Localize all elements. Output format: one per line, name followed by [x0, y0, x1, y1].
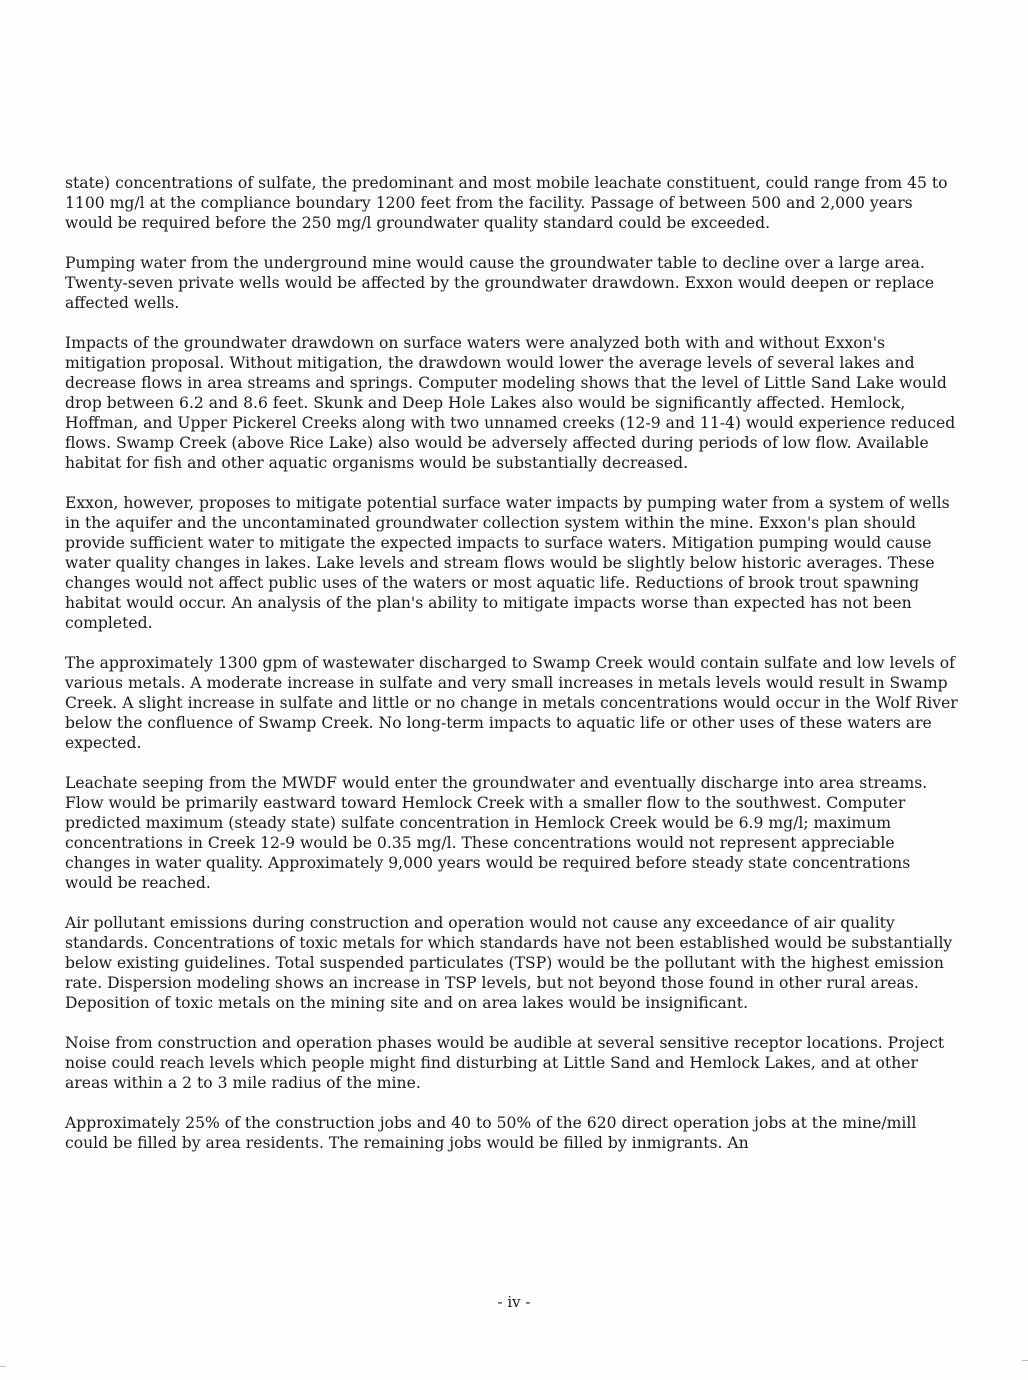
scan-edge-mark-left: [0, 1366, 6, 1367]
paragraph-mitigation-plan: Exxon, however, proposes to mitigate potential surface water impacts by pumping water from a system of wells in the aquifer and the uncontaminated groundwater collection system within the mine. Exxon's plan should provide sufficient water to mitigate the expected impacts to surface waters. Mitigation pumping would cause water quality changes in lakes. Lake levels and stream flows would be slightly below historic averages. These changes would not affect public uses of the waters or most aquatic life. Reductions of brook trout spawning habitat would occur. An analysis of the plan's ability to mitigate impacts worse than expected has not been completed.: [65, 494, 950, 632]
paragraph-leachate-seepage: Leachate seeping from the MWDF would enter the groundwater and eventually discharge into area streams. Flow would be primarily eastward toward Hemlock Creek with a smaller flow to the southwest. Computer predicted maximum (steady state) sulfate concentration in Hemlock Creek would be 6.9 mg/l; maximum concentrations in Creek 12-9 would be 0.35 mg/l. These concentrations would not represent appreciable changes in water quality. Approximately 9,000 years would be required before steady state concentrations would be reached.: [65, 774, 928, 892]
page-number: - iv -: [497, 1293, 531, 1311]
paragraph-wastewater-discharge: The approximately 1300 gpm of wastewater discharged to Swamp Creek would contain sulfate and low levels of various metals. A moderate increase in sulfate and very small increases in metals levels would result in Swamp Creek. A slight increase in sulfate and little or no change in metals concentrations would occur in the Wolf River below the confluence of Swamp Creek. No long-term impacts to aquatic life or other uses of these waters are expected.: [65, 654, 958, 752]
paragraph-air-pollutants: Air pollutant emissions during construction and operation would not cause any exceedance of air quality standards. Concentrations of toxic metals for which standards have not been established would be substantially below existing guidelines. Total suspended particulates (TSP) would be the pollutant with the highest emission rate. Dispersion modeling shows an increase in TSP levels, but not beyond those found in other rural areas. Deposition of toxic metals on the mining site and on area lakes would be insignificant.: [65, 914, 953, 1012]
paragraph-groundwater-pumping: Pumping water from the underground mine would cause the groundwater table to decline over a large area. Twenty-seven private wells would be affected by the groundwater drawdown. Exxon would deepen or replace affected wells.: [65, 254, 935, 312]
paragraph-jobs: Approximately 25% of the construction jobs and 40 to 50% of the 620 direct operation jobs at the mine/mill could be filled by area residents. The remaining jobs would be filled by inmigrants. An: [65, 1114, 917, 1152]
paragraph-sulfate-concentrations: state) concentrations of sulfate, the predominant and most mobile leachate constituent, could range from 45 to 1100 mg/l at the compliance boundary 1200 feet from the facility. Passage of between 500 and 2,000 years would be required before the 250 mg/l groundwater quality standard could be exceeded.: [65, 174, 948, 232]
document-body: [65, 173, 958, 1173]
paragraph-noise: Noise from construction and operation phases would be audible at several sensitive receptor locations. Project noise could reach levels which people might find disturbing at Little Sand and Hemlock Lakes, and at other areas within a 2 to 3 mile radius of the mine.: [65, 1034, 945, 1092]
paragraph-drawdown-impacts: Impacts of the groundwater drawdown on surface waters were analyzed both with and without Exxon's mitigation proposal. Without mitigation, the drawdown would lower the average levels of several lakes and decrease flows in area streams and springs. Computer modeling shows that the level of Little Sand Lake would drop between 6.2 and 8.6 feet. Skunk and Deep Hole Lakes also would be significantly affected. Hemlock, Hoffman, and Upper Pickerel Creeks along with two unnamed creeks (12-9 and 11-4) would experience reduced flows. Swamp Creek (above Rice Lake) also would be adversely affected during periods of low flow. Available habitat for fish and other aquatic organisms would be substantially decreased.: [65, 334, 956, 472]
scan-edge-mark-right: [1022, 1360, 1028, 1361]
